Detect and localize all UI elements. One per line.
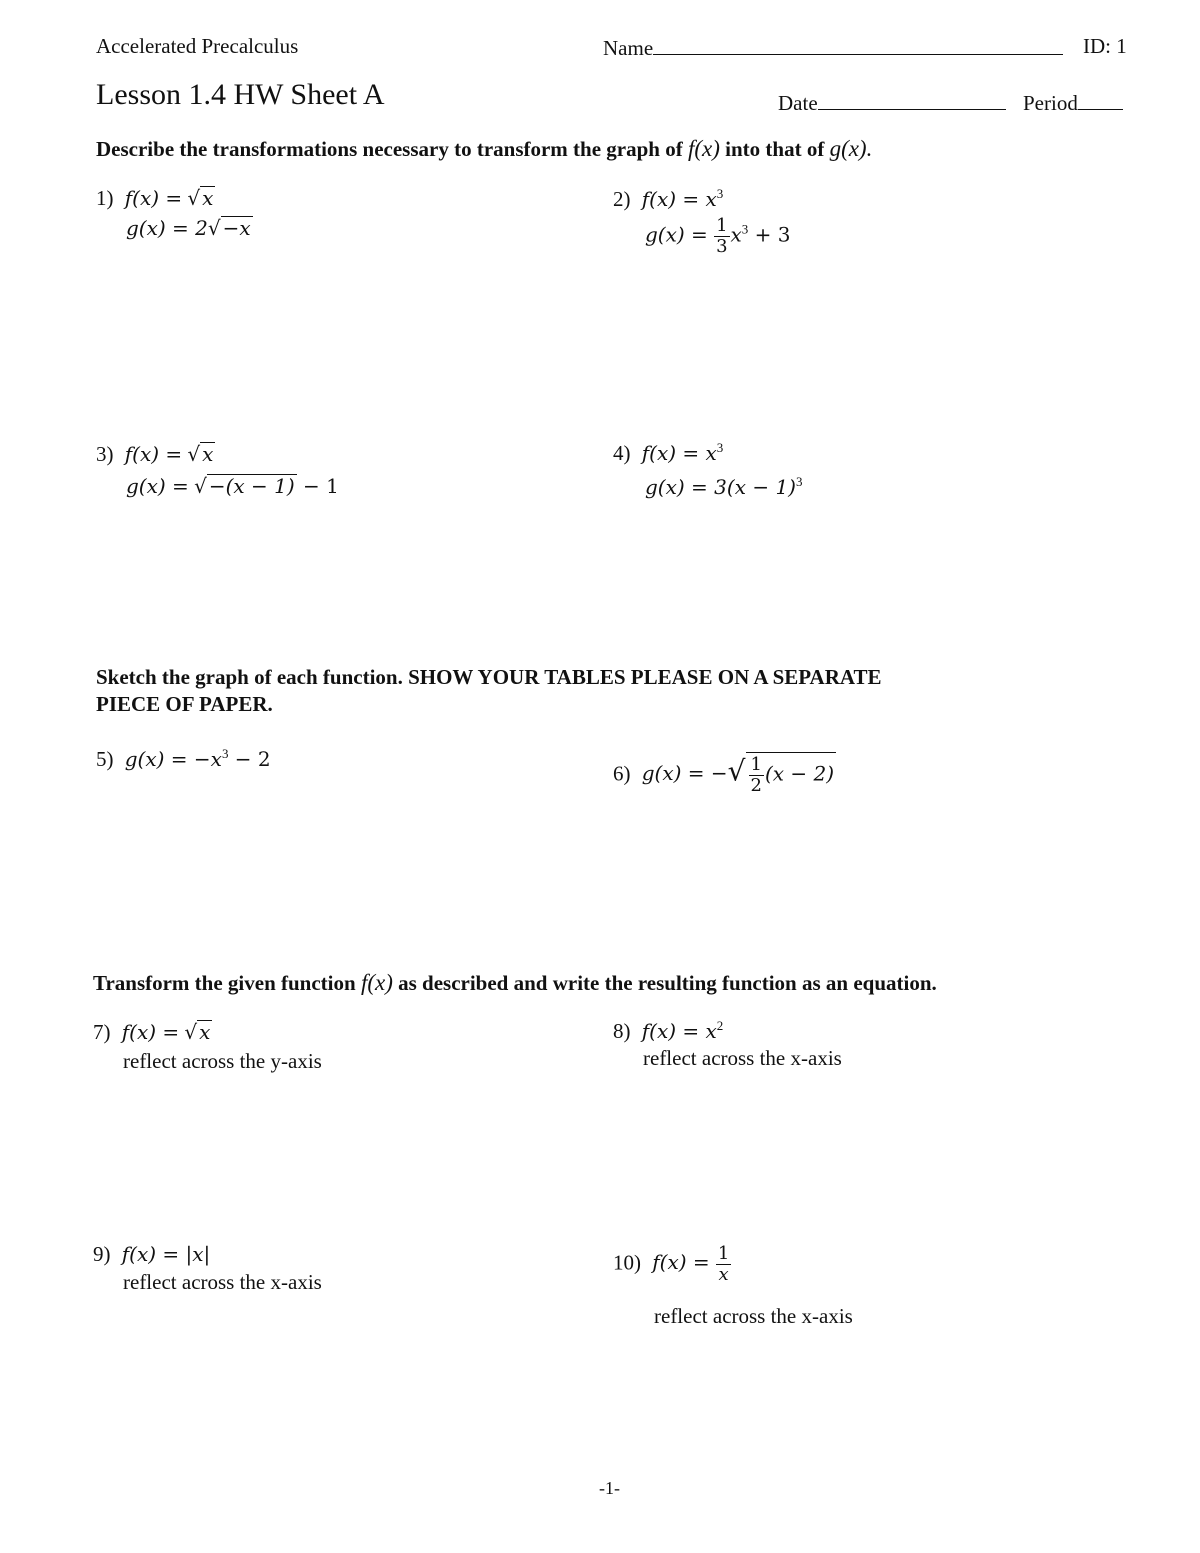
problem-number: 3)	[96, 442, 114, 466]
problem-9-desc: reflect across the x-axis	[123, 1270, 322, 1294]
problem-1: 1) f(x) = √ x	[96, 186, 214, 210]
date-label: Date	[778, 91, 818, 115]
problem-9	[93, 1242, 210, 1267]
numerator: 1	[750, 754, 762, 775]
exponent: 3	[221, 746, 229, 761]
section2-instruction-line1: Sketch the graph of each function. SHOW YOUR TABLES PLEASE ON A SEPARATE	[96, 665, 882, 689]
problem-1-g: g(x) = 2√ −x	[126, 216, 251, 240]
problem-4-g	[645, 474, 802, 500]
denominator: 3	[716, 236, 728, 257]
section1-instruction	[96, 136, 872, 162]
radicand: (x − 2)	[764, 761, 835, 786]
problem-4	[613, 440, 723, 466]
problem-6: 6) g(x) = −√ $\frac{1}{2}$ (x − 2)	[613, 754, 835, 796]
problem-number: 7)	[93, 1020, 111, 1044]
f-equation: f(x) = x	[641, 187, 717, 211]
radicand: −(x − 1)	[208, 474, 295, 498]
fraction	[716, 1244, 731, 1285]
id-label: ID: 1	[1083, 34, 1127, 58]
problem-number: 4)	[613, 441, 631, 465]
page-title: Lesson 1.4 HW Sheet A	[96, 78, 385, 111]
page-number: -1-	[599, 1478, 620, 1498]
radicand: x	[202, 186, 214, 210]
date-field[interactable]	[778, 89, 1006, 116]
denominator: 2	[750, 775, 762, 796]
exponent: 2	[716, 1018, 724, 1033]
fraction	[749, 755, 764, 796]
problem-number: 9)	[93, 1242, 111, 1266]
instruction-text: into that of	[725, 137, 825, 161]
instruction-text: Describe the transformations necessary to transform the graph of	[96, 137, 683, 161]
radicand: x	[199, 1020, 211, 1044]
section3-instruction	[93, 970, 937, 996]
g-term: x	[730, 222, 742, 247]
f-equation: f(x) = x	[641, 1019, 717, 1043]
exponent: 3	[741, 221, 749, 237]
f-equation: f(x) =	[121, 1020, 180, 1044]
numerator: 1	[717, 1243, 730, 1264]
f-expr: f(x)	[360, 970, 393, 995]
problem-8	[613, 1018, 723, 1044]
section2-instruction-line2: PIECE OF PAPER.	[96, 692, 273, 716]
problem-5	[96, 746, 271, 772]
problem-3: 3) f(x) = √ x	[96, 442, 214, 466]
exponent: 3	[716, 440, 724, 455]
period-field[interactable]	[1023, 89, 1123, 116]
g-equation: g(x) =	[645, 222, 708, 247]
g-equation: g(x) = −	[641, 761, 728, 786]
radicand-group	[746, 752, 837, 796]
f-equation: f(x) =	[124, 186, 183, 210]
problem-number: 10)	[613, 1250, 641, 1275]
problem-number: 5)	[96, 747, 114, 771]
problem-7: 7) f(x) = √ x	[93, 1020, 211, 1044]
g-expr: g(x).	[829, 136, 873, 161]
name-field[interactable]	[603, 34, 1063, 61]
exponent: 3	[716, 186, 724, 201]
fraction	[714, 216, 729, 257]
instruction-text: Transform the given function	[93, 971, 356, 995]
f-equation: f(x) = |x|	[121, 1242, 211, 1266]
problem-number: 8)	[613, 1019, 631, 1043]
radicand: −x	[222, 216, 251, 240]
g-equation: g(x) = −x	[124, 747, 222, 771]
f-equation: f(x) =	[652, 1250, 710, 1275]
name-label: Name	[603, 36, 654, 60]
g-equation: g(x) = 3(x − 1)	[645, 475, 796, 499]
g-constant: − 1	[296, 474, 339, 498]
problem-3-g: g(x) = √ −(x − 1) − 1	[126, 474, 339, 498]
period-blank[interactable]	[1078, 89, 1123, 110]
problem-number: 2)	[613, 187, 631, 211]
problem-8-desc: reflect across the x-axis	[643, 1046, 842, 1070]
course-name: Accelerated Precalculus	[96, 34, 299, 58]
g-equation: g(x) =	[126, 474, 189, 498]
problem-7-desc: reflect across the y-axis	[123, 1049, 322, 1073]
problem-10-desc: reflect across the x-axis	[654, 1304, 853, 1328]
problem-2-g	[645, 216, 791, 257]
radicand: x	[202, 442, 214, 466]
g-constant: − 2	[228, 747, 271, 771]
denominator: x	[718, 1264, 729, 1285]
name-blank[interactable]	[653, 34, 1063, 55]
f-expr: f(x)	[687, 136, 720, 161]
period-label: Period	[1023, 91, 1078, 115]
g-constant: + 3	[748, 222, 791, 247]
exponent: 3	[795, 474, 803, 489]
f-equation: f(x) = x	[641, 441, 717, 465]
problem-2	[613, 186, 723, 212]
problem-number: 6)	[613, 761, 631, 786]
date-blank[interactable]	[818, 89, 1006, 110]
g-equation: g(x) = 2	[126, 216, 208, 240]
problem-10	[613, 1244, 732, 1285]
instruction-text: as described and write the resulting function as an equation.	[398, 971, 937, 995]
f-equation: f(x) =	[124, 442, 183, 466]
numerator: 1	[716, 215, 728, 236]
problem-number: 1)	[96, 186, 114, 210]
